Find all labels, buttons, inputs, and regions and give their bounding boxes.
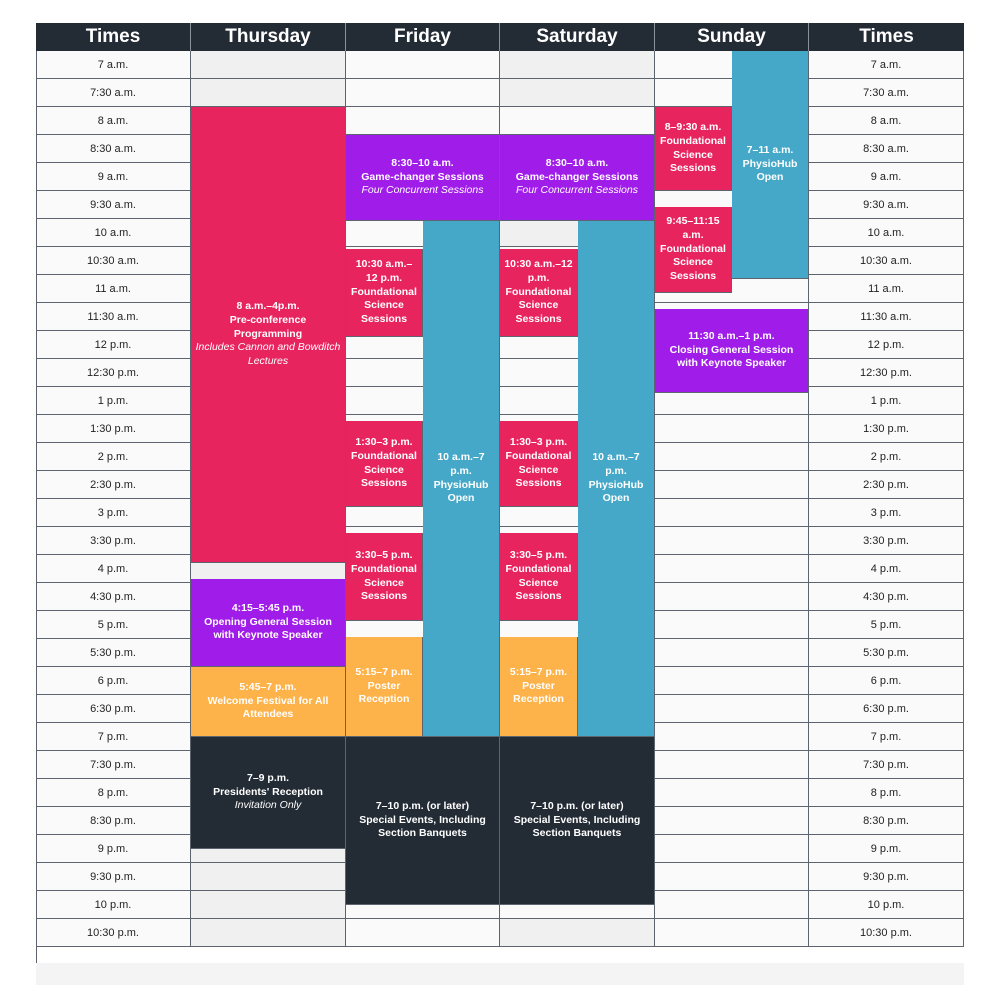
time-label-right: 8:30 a.m. [809, 135, 964, 163]
event-fri-found2[interactable] [346, 421, 423, 507]
event-title: Foundational Science Sessions [351, 285, 417, 325]
header-times-left: Times [36, 23, 191, 51]
event-title: Welcome Festival for All Attendees [207, 694, 329, 721]
event-sat-poster[interactable] [500, 637, 578, 737]
time-label-right: 3:30 p.m. [809, 527, 964, 555]
time-label-right: 11 a.m. [809, 275, 964, 303]
event-time: 11:30 a.m.–1 p.m. [688, 330, 775, 343]
time-label-left: 4:30 p.m. [36, 583, 191, 611]
time-label-left: 7 a.m. [36, 51, 191, 79]
schedule-cell [346, 79, 500, 107]
time-label-right: 5 p.m. [809, 611, 964, 639]
header-thursday: Thursday [191, 23, 346, 51]
event-title: Poster Reception [358, 679, 410, 706]
time-label-left: 7:30 p.m. [36, 751, 191, 779]
time-label-right: 12 p.m. [809, 331, 964, 359]
time-label-right: 10:30 p.m. [809, 919, 964, 947]
event-title: Foundational Science Sessions [505, 449, 572, 490]
time-label-left: 7:30 a.m. [36, 79, 191, 107]
time-label-right: 2 p.m. [809, 443, 964, 471]
schedule-cell [655, 807, 809, 835]
time-label-left: 6:30 p.m. [36, 695, 191, 723]
bottom-shade [36, 963, 964, 985]
event-title: Game-changer Sessions [515, 170, 639, 183]
time-label-right: 8 a.m. [809, 107, 964, 135]
event-note: Invitation Only [234, 799, 302, 812]
time-label-left: 12:30 p.m. [36, 359, 191, 387]
event-title: Pre-conference Programming [229, 314, 307, 340]
event-title: Special Events, Including Section Banquets [513, 813, 641, 840]
time-label-left: 8:30 a.m. [36, 135, 191, 163]
event-time: 3:30–5 p.m. [509, 549, 568, 562]
schedule-cell [191, 863, 346, 891]
schedule-cell [191, 79, 346, 107]
time-label-left: 9 p.m. [36, 835, 191, 863]
time-label-right: 6:30 p.m. [809, 695, 964, 723]
schedule-cell [500, 51, 655, 79]
event-time: 5:45–7 p.m. [239, 681, 297, 694]
time-label-left: 11:30 a.m. [36, 303, 191, 331]
schedule-cell [655, 639, 809, 667]
time-label-right: 12:30 p.m. [809, 359, 964, 387]
time-label-left: 9:30 a.m. [36, 191, 191, 219]
event-sat-special[interactable] [500, 737, 655, 905]
event-title: PhysioHub Open [433, 478, 489, 505]
event-sun-physio[interactable] [732, 51, 809, 279]
time-label-right: 6 p.m. [809, 667, 964, 695]
header-sunday: Sunday [655, 23, 809, 51]
time-label-right: 1:30 p.m. [809, 415, 964, 443]
time-label-right: 10 a.m. [809, 219, 964, 247]
event-title: Foundational Science Sessions [351, 562, 417, 603]
time-label-left: 10:30 a.m. [36, 247, 191, 275]
schedule-cell [655, 919, 809, 947]
event-time: 5:15–7 p.m. [355, 666, 413, 679]
event-sat-found3[interactable] [500, 533, 578, 621]
schedule-cell [655, 583, 809, 611]
time-label-left: 7 p.m. [36, 723, 191, 751]
event-title: Foundational Science Sessions [351, 449, 417, 490]
event-time: 1:30–3 p.m. [355, 436, 413, 449]
event-time: 8:30–10 a.m. [391, 157, 454, 170]
event-fri-found3[interactable] [346, 533, 423, 621]
event-time: 10:30 a.m.–12 p.m. [355, 258, 413, 285]
time-label-left: 9 a.m. [36, 163, 191, 191]
time-label-left: 4 p.m. [36, 555, 191, 583]
event-title: Closing General Session with Keynote Speaker [669, 343, 794, 370]
event-sat-found1[interactable] [500, 249, 578, 337]
event-time: 3:30–5 p.m. [355, 549, 413, 562]
time-label-right: 2:30 p.m. [809, 471, 964, 499]
event-title: Foundational Science Sessions [660, 242, 726, 282]
grid-left-border [36, 51, 37, 963]
time-label-left: 9:30 p.m. [36, 863, 191, 891]
event-title: Foundational Science Sessions [660, 134, 726, 175]
time-label-left: 5:30 p.m. [36, 639, 191, 667]
schedule-cell [346, 107, 500, 135]
schedule-cell [655, 695, 809, 723]
time-label-left: 6 p.m. [36, 667, 191, 695]
event-note: Includes Cannon and Bowditch Lectures [195, 341, 341, 367]
time-label-right: 9:30 a.m. [809, 191, 964, 219]
event-fri-found1[interactable] [346, 249, 423, 337]
time-label-right: 9 p.m. [809, 835, 964, 863]
schedule-cell [655, 527, 809, 555]
header-saturday: Saturday [500, 23, 655, 51]
time-label-right: 4 p.m. [809, 555, 964, 583]
event-time: 7–10 p.m. (or later) [530, 800, 624, 813]
event-sat-game[interactable] [500, 135, 655, 221]
time-label-right: 7:30 p.m. [809, 751, 964, 779]
event-fri-physio[interactable] [423, 221, 500, 737]
schedule-cell [655, 863, 809, 891]
time-label-left: 5 p.m. [36, 611, 191, 639]
schedule-cell [655, 891, 809, 919]
time-label-right: 7 p.m. [809, 723, 964, 751]
event-time: 1:30–3 p.m. [509, 436, 568, 449]
schedule-cell [500, 919, 655, 947]
event-time: 5:15–7 p.m. [509, 666, 568, 679]
event-title: PhysioHub Open [588, 478, 644, 505]
event-time: 8 a.m.–4p.m. [236, 300, 300, 313]
schedule-cell [655, 751, 809, 779]
schedule-cell [655, 555, 809, 583]
event-title: PhysioHub Open [742, 157, 798, 184]
event-note: Four Concurrent Sessions [361, 184, 484, 197]
event-title: Opening General Session with Keynote Speaker [204, 615, 332, 642]
time-label-left: 2:30 p.m. [36, 471, 191, 499]
event-title: Presidents' Reception [213, 785, 323, 798]
event-time: 10 a.m.–7 p.m. [437, 451, 485, 477]
event-sun-found2[interactable] [655, 207, 732, 293]
time-label-right: 10:30 a.m. [809, 247, 964, 275]
event-thu-preconf[interactable] [191, 107, 346, 563]
event-thu-welcome[interactable] [191, 667, 346, 737]
time-label-left: 8:30 p.m. [36, 807, 191, 835]
schedule-cell [655, 835, 809, 863]
event-title: Game-changer Sessions [361, 170, 484, 183]
time-label-right: 8 p.m. [809, 779, 964, 807]
time-label-left: 1:30 p.m. [36, 415, 191, 443]
header-times-right: Times [809, 23, 964, 51]
event-time: 8:30–10 a.m. [545, 157, 609, 170]
time-label-right: 10 p.m. [809, 891, 964, 919]
event-time: 8–9:30 a.m. [664, 121, 722, 134]
event-sat-physio[interactable] [578, 221, 655, 737]
schedule-cell [655, 611, 809, 639]
schedule-cell [500, 79, 655, 107]
time-label-right: 5:30 p.m. [809, 639, 964, 667]
schedule-cell [191, 891, 346, 919]
time-label-left: 8 p.m. [36, 779, 191, 807]
event-thu-opening[interactable] [191, 579, 346, 667]
schedule-cell [346, 51, 500, 79]
event-fri-game[interactable] [346, 135, 500, 221]
event-time: 10:30 a.m.–12 p.m. [504, 258, 573, 285]
time-label-left: 10 p.m. [36, 891, 191, 919]
time-label-right: 11:30 a.m. [809, 303, 964, 331]
time-label-right: 1 p.m. [809, 387, 964, 415]
event-thu-presidents[interactable] [191, 737, 346, 849]
schedule-cell [655, 779, 809, 807]
event-time: 7–11 a.m. [746, 144, 794, 157]
event-title: Special Events, Including Section Banquets [359, 813, 486, 840]
time-label-left: 11 a.m. [36, 275, 191, 303]
event-fri-poster[interactable] [346, 637, 423, 737]
event-title: Foundational Science Sessions [505, 285, 572, 325]
time-label-left: 10:30 p.m. [36, 919, 191, 947]
schedule-cell [655, 499, 809, 527]
time-label-right: 4:30 p.m. [809, 583, 964, 611]
event-title: Foundational Science Sessions [505, 562, 572, 603]
schedule-cell [346, 919, 500, 947]
time-label-right: 9 a.m. [809, 163, 964, 191]
time-label-right: 8:30 p.m. [809, 807, 964, 835]
schedule-cell [655, 471, 809, 499]
time-label-left: 2 p.m. [36, 443, 191, 471]
time-label-left: 3 p.m. [36, 499, 191, 527]
event-time: 7–9 p.m. [246, 772, 290, 785]
schedule-cell [191, 919, 346, 947]
event-sat-found2[interactable] [500, 421, 578, 507]
header-friday: Friday [346, 23, 500, 51]
event-time: 7–10 p.m. (or later) [375, 800, 470, 813]
event-time: 9:45–11:15 a.m. [666, 215, 720, 242]
event-note: Four Concurrent Sessions [516, 184, 638, 197]
schedule-cell [500, 107, 655, 135]
schedule-cell [655, 667, 809, 695]
time-label-left: 8 a.m. [36, 107, 191, 135]
event-title: Poster Reception [513, 679, 564, 706]
time-label-left: 12 p.m. [36, 331, 191, 359]
time-label-right: 9:30 p.m. [809, 863, 964, 891]
event-fri-special[interactable] [346, 737, 500, 905]
time-label-right: 7:30 a.m. [809, 79, 964, 107]
time-label-right: 7 a.m. [809, 51, 964, 79]
event-sun-found1[interactable] [655, 107, 732, 191]
schedule-cell [655, 443, 809, 471]
schedule-cell [655, 723, 809, 751]
time-label-left: 1 p.m. [36, 387, 191, 415]
event-sun-closing[interactable] [655, 309, 809, 393]
event-time: 4:15–5:45 p.m. [231, 602, 305, 615]
time-label-left: 3:30 p.m. [36, 527, 191, 555]
schedule-grid [36, 23, 964, 963]
time-label-right: 3 p.m. [809, 499, 964, 527]
schedule-cell [191, 51, 346, 79]
event-time: 10 a.m.–7 p.m. [592, 451, 640, 477]
time-label-left: 10 a.m. [36, 219, 191, 247]
schedule-cell [655, 415, 809, 443]
